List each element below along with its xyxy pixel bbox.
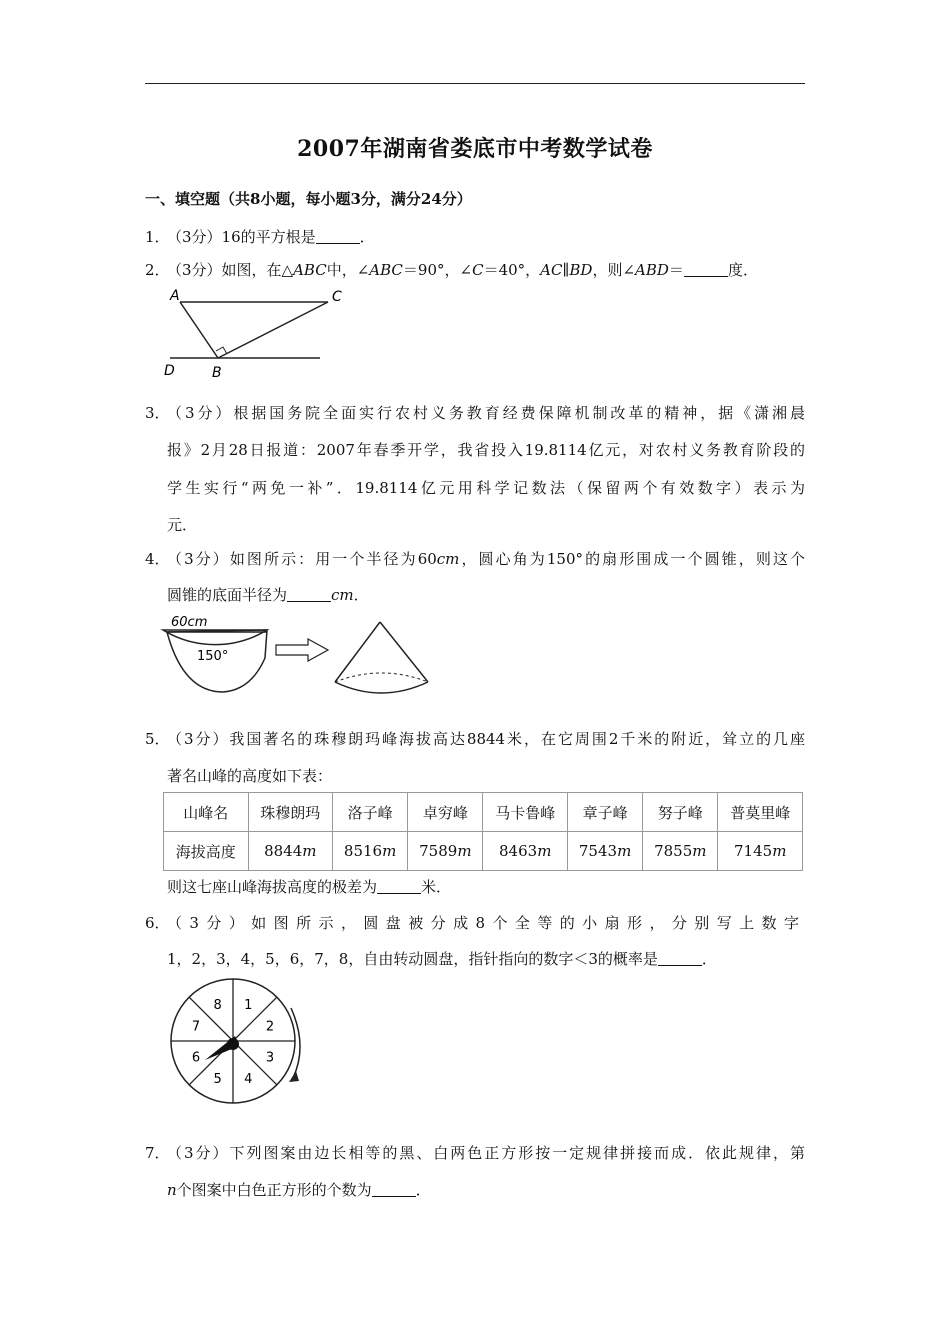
cell-unit: m bbox=[382, 842, 397, 860]
question-number: 1． bbox=[145, 228, 170, 246]
question-text: 著名山峰的高度如下表： bbox=[167, 767, 333, 785]
answer-blank bbox=[684, 262, 728, 277]
question-text: 中，∠ bbox=[326, 261, 370, 279]
question-text: ． bbox=[415, 1181, 431, 1199]
angle-label: 150° bbox=[197, 649, 229, 664]
sector-number: 6 bbox=[191, 1050, 201, 1066]
question-text: n bbox=[167, 1181, 177, 1199]
label-b: B bbox=[212, 365, 222, 381]
answer-blank bbox=[658, 951, 702, 966]
page-title: 2007年湖南省娄底市中考数学试卷 bbox=[297, 136, 653, 162]
table-header-row bbox=[164, 793, 803, 832]
question-text: （3分）如图，在△ bbox=[167, 261, 294, 279]
label-c: C bbox=[332, 289, 342, 305]
question-text: C bbox=[472, 261, 484, 279]
table-cell bbox=[483, 832, 568, 871]
cone-side-right bbox=[380, 622, 428, 682]
segment-bc bbox=[218, 302, 328, 358]
answer-blank bbox=[377, 879, 421, 894]
table-cell: 普莫里峰 bbox=[718, 793, 803, 832]
label-d: D bbox=[164, 363, 175, 379]
question-text bbox=[167, 548, 805, 569]
cell-value: 7543 bbox=[578, 842, 618, 860]
question-text: （3分）下列图案由边长相等的黑、白两色正方形按一定规律拼接而成．依此规律，第 bbox=[167, 1144, 805, 1162]
table-cell bbox=[567, 832, 642, 871]
table-cell bbox=[718, 832, 803, 871]
segment-ab bbox=[180, 302, 218, 358]
question-text: （3分）16的平方根是 bbox=[167, 228, 316, 246]
peaks-table bbox=[163, 792, 803, 871]
question-text: （3分）如图所示：用一个半径为60 bbox=[167, 550, 437, 568]
question-2 bbox=[145, 259, 807, 280]
table-cell: 卓穷峰 bbox=[408, 793, 483, 832]
question-text: ，圆心角为150°的扇形围成一个圆锥，则这个 bbox=[459, 550, 805, 568]
question-number: 5． bbox=[145, 730, 170, 748]
cell-unit: m bbox=[457, 842, 472, 860]
spinner-figure bbox=[163, 978, 313, 1108]
question-text: ＝ bbox=[668, 261, 684, 279]
question-number: 2． bbox=[145, 261, 170, 279]
cell-unit: m bbox=[692, 842, 707, 860]
question-text: 1，2，3，4，5，6，7，8，自由转动圆盘，指针指向的数字＜3的概率是 bbox=[167, 950, 658, 968]
question-text: ABC bbox=[293, 261, 327, 279]
question-text: 报》2月28日报道：2007年春季开学，我省投入19.8114亿元，对农村义务教育阶段的 bbox=[167, 441, 805, 459]
question-text: ABD bbox=[635, 261, 669, 279]
table-cell: 海拔高度 bbox=[164, 832, 249, 871]
answer-blank bbox=[372, 1182, 416, 1197]
question-text: ＝40°， bbox=[483, 261, 541, 279]
question-text: 学生实行“两免一补”．19.8114亿元用科学记数法（保留两个有效数字）表示为 bbox=[167, 479, 805, 497]
question-text: 度． bbox=[727, 261, 758, 279]
question-text: ． bbox=[701, 950, 717, 968]
label-a: A bbox=[170, 288, 180, 304]
sector-cone-figure bbox=[163, 612, 438, 697]
table-cell bbox=[248, 832, 333, 871]
cone-base-front bbox=[335, 682, 428, 693]
question-text: ABC bbox=[369, 261, 403, 279]
cell-value: 8844 bbox=[264, 842, 303, 860]
question-text: 元． bbox=[167, 516, 198, 534]
table-cell: 洛子峰 bbox=[333, 793, 408, 832]
sector-number: 3 bbox=[265, 1050, 275, 1066]
table-cell: 珠穆朗玛 bbox=[248, 793, 333, 832]
table-row bbox=[164, 832, 803, 871]
sector-number: 4 bbox=[244, 1071, 253, 1087]
cell-unit: m bbox=[772, 842, 787, 860]
question-text: ． bbox=[359, 228, 375, 246]
arrow-icon bbox=[276, 639, 328, 661]
cone-side-left bbox=[335, 622, 380, 682]
cell-value: 8463 bbox=[499, 842, 538, 860]
cell-unit: m bbox=[617, 842, 632, 860]
question-text: ，则∠ bbox=[592, 261, 636, 279]
sector-number: 1 bbox=[244, 998, 253, 1014]
triangle-figure bbox=[160, 285, 342, 385]
cell-value: 7589 bbox=[419, 842, 458, 860]
question-text: （3分）根据国务院全面实行农村义务教育经费保障机制改革的精神，据《潇湘晨 bbox=[167, 404, 805, 422]
sector-number: 2 bbox=[265, 1019, 275, 1035]
answer-blank bbox=[287, 587, 331, 602]
right-angle-mark bbox=[216, 347, 227, 354]
pointer-hub bbox=[227, 1038, 239, 1050]
question-text: ． bbox=[353, 586, 369, 604]
question-1 bbox=[145, 226, 807, 247]
table-cell bbox=[333, 832, 408, 871]
cell-value: 7145 bbox=[734, 842, 773, 860]
sector-number: 8 bbox=[213, 998, 222, 1014]
question-text: cm bbox=[331, 586, 354, 604]
table-cell bbox=[643, 832, 718, 871]
question-text: cm bbox=[436, 550, 460, 568]
question-number: 7． bbox=[145, 1144, 170, 1162]
question-text: ＝90°，∠ bbox=[402, 261, 473, 279]
question-text: 则这七座山峰海拔高度的极差为 bbox=[167, 878, 378, 896]
cell-unit: m bbox=[302, 842, 317, 860]
radius-label: 60cm bbox=[171, 615, 208, 630]
sector-number: 7 bbox=[191, 1019, 201, 1035]
cone-base-back bbox=[335, 673, 428, 682]
sector-number: 5 bbox=[213, 1071, 222, 1087]
question-text: 个图案中白色正方形的个数为 bbox=[176, 1181, 372, 1199]
header-rule bbox=[145, 83, 805, 84]
table-cell: 马卡鲁峰 bbox=[483, 793, 568, 832]
question-text: （3分）我国著名的珠穆朗玛峰海拔高达8844米，在它周围2千米的附近，耸立的几座 bbox=[167, 730, 805, 748]
table-cell bbox=[408, 832, 483, 871]
question-number: 6． bbox=[145, 914, 170, 932]
rotation-arrow-icon bbox=[289, 1071, 299, 1082]
question-text: AC∥BD bbox=[540, 261, 593, 279]
question-text: 米． bbox=[421, 878, 452, 896]
answer-blank bbox=[316, 229, 360, 244]
question-number: 3． bbox=[145, 404, 170, 422]
cell-value: 8516 bbox=[343, 842, 383, 860]
table-cell: 章子峰 bbox=[567, 793, 642, 832]
cell-unit: m bbox=[537, 842, 552, 860]
section-heading: 一、填空题（共8小题，每小题3分，满分24分） bbox=[145, 190, 472, 208]
question-text: （3分）如图所示，圆盘被分成8个全等的小扇形，分别写上数字 bbox=[167, 914, 805, 932]
question-number: 4． bbox=[145, 550, 170, 568]
table-cell: 努子峰 bbox=[643, 793, 718, 832]
table-cell: 山峰名 bbox=[164, 793, 249, 832]
cell-value: 7855 bbox=[654, 842, 693, 860]
question-text: 圆锥的底面半径为 bbox=[167, 586, 288, 604]
